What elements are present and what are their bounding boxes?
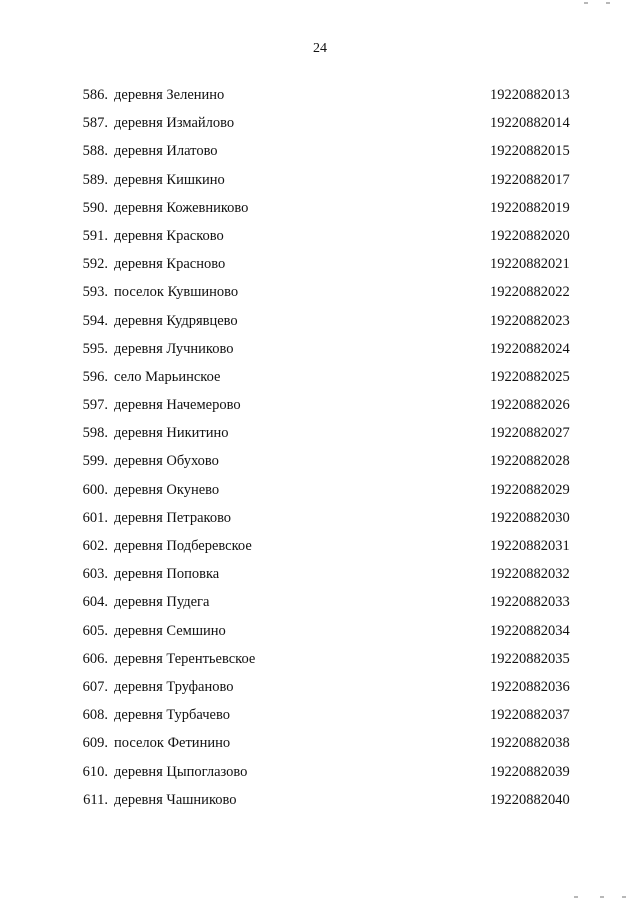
item-code: 19220882040 — [490, 791, 570, 808]
item-name: поселок Кувшиново — [114, 284, 239, 301]
item-code: 19220882031 — [490, 538, 570, 554]
item-number: 587. — [82, 115, 108, 132]
item-code: 19220882035 — [490, 650, 570, 667]
item-name: деревня Труфаново — [114, 678, 234, 695]
item-code: 19220882036 — [490, 678, 570, 695]
item-number: 611. — [83, 791, 108, 808]
list-item — [0, 283, 640, 311]
item-name: деревня Красково — [114, 227, 224, 244]
list-item — [0, 396, 640, 424]
item-number: 600. — [82, 481, 108, 498]
list-item — [0, 424, 640, 452]
item-name: деревня Семшино — [114, 622, 226, 639]
item-name: деревня Чашниково — [114, 791, 237, 808]
item-number: 610. — [82, 763, 108, 780]
list-item — [0, 199, 640, 227]
settlement-list — [0, 86, 640, 819]
item-number: 591. — [82, 227, 108, 244]
list-item — [0, 114, 640, 142]
item-name: деревня Подберевское — [114, 538, 252, 554]
list-item — [0, 171, 640, 199]
item-code: 19220882023 — [490, 312, 570, 329]
item-name: деревня Зеленино — [114, 87, 225, 103]
item-name: деревня Никитино — [114, 425, 229, 442]
item-number: 589. — [82, 171, 108, 188]
item-code: 19220882014 — [490, 115, 570, 132]
item-code: 19220882019 — [490, 199, 570, 216]
item-name: деревня Петраково — [114, 509, 232, 526]
scan-speck — [584, 2, 588, 4]
item-number: 598. — [82, 425, 108, 442]
scan-speck — [622, 896, 626, 898]
item-number: 605. — [82, 622, 108, 639]
item-code: 19220882013 — [490, 87, 570, 103]
item-name: деревня Илатово — [114, 143, 218, 160]
item-name: деревня Кудрявцево — [114, 312, 238, 329]
list-item — [0, 791, 640, 819]
item-number: 603. — [82, 566, 108, 583]
item-code: 19220882030 — [490, 509, 570, 526]
item-code: 19220882028 — [490, 453, 570, 470]
item-number: 601. — [82, 509, 108, 526]
item-number: 607. — [82, 678, 108, 695]
item-code: 19220882025 — [490, 368, 570, 385]
item-name: деревня Цыпоглазово — [114, 763, 248, 780]
item-name: деревня Измайлово — [114, 115, 235, 132]
item-code: 19220882034 — [490, 622, 570, 639]
item-code: 19220882029 — [490, 481, 570, 498]
list-item — [0, 706, 640, 734]
item-code: 19220882038 — [490, 735, 570, 752]
item-name: деревня Пудега — [114, 594, 210, 611]
list-item — [0, 255, 640, 283]
list-item — [0, 734, 640, 762]
item-number: 595. — [82, 340, 108, 357]
item-name: поселок Фетинино — [114, 735, 231, 752]
list-item — [0, 565, 640, 593]
list-item — [0, 227, 640, 255]
item-name: деревня Красново — [114, 256, 226, 273]
list-item — [0, 763, 640, 791]
list-item — [0, 368, 640, 396]
list-item — [0, 650, 640, 678]
page-number: 24 — [313, 41, 327, 56]
list-item — [0, 678, 640, 706]
item-code: 19220882033 — [490, 594, 570, 611]
item-number: 608. — [82, 707, 108, 724]
item-name: деревня Кожевниково — [114, 199, 249, 216]
list-item — [0, 86, 640, 114]
list-item — [0, 593, 640, 621]
item-number: 599. — [82, 453, 108, 470]
item-name: деревня Лучниково — [114, 340, 234, 357]
item-name: деревня Начемерово — [114, 397, 241, 414]
item-name: деревня Обухово — [114, 453, 219, 470]
item-number: 609. — [82, 735, 108, 752]
item-number: 606. — [82, 650, 108, 667]
item-name: деревня Поповка — [114, 566, 220, 583]
list-item — [0, 509, 640, 537]
scan-speck — [606, 2, 610, 4]
list-item — [0, 622, 640, 650]
item-name: деревня Терентьевское — [114, 650, 256, 667]
scan-speck — [574, 896, 578, 898]
list-item — [0, 481, 640, 509]
item-code: 19220882015 — [490, 143, 570, 160]
list-item — [0, 312, 640, 340]
list-item — [0, 537, 640, 565]
item-number: 602. — [82, 538, 108, 554]
list-item — [0, 142, 640, 170]
item-code: 19220882032 — [490, 566, 570, 583]
item-code: 19220882017 — [490, 171, 570, 188]
item-number: 592. — [82, 256, 108, 273]
item-code: 19220882037 — [490, 707, 570, 724]
item-code: 19220882026 — [490, 397, 570, 414]
item-number: 586. — [82, 87, 108, 103]
item-code: 19220882027 — [490, 425, 570, 442]
item-code: 19220882020 — [490, 227, 570, 244]
item-name: деревня Турбачево — [114, 707, 230, 724]
item-name: село Марьинское — [114, 368, 221, 385]
item-number: 590. — [82, 199, 108, 216]
item-name: деревня Кишкино — [114, 171, 225, 188]
item-number: 597. — [82, 397, 108, 414]
item-code: 19220882021 — [490, 256, 570, 273]
item-name: деревня Окунево — [114, 481, 220, 498]
list-item — [0, 452, 640, 480]
item-number: 588. — [82, 143, 108, 160]
item-number: 596. — [82, 368, 108, 385]
item-number: 593. — [82, 284, 108, 301]
scan-speck — [600, 896, 604, 898]
item-number: 594. — [82, 312, 108, 329]
list-item — [0, 340, 640, 368]
item-code: 19220882039 — [490, 763, 570, 780]
item-code: 19220882024 — [490, 340, 570, 357]
item-number: 604. — [82, 594, 108, 611]
item-code: 19220882022 — [490, 284, 570, 301]
